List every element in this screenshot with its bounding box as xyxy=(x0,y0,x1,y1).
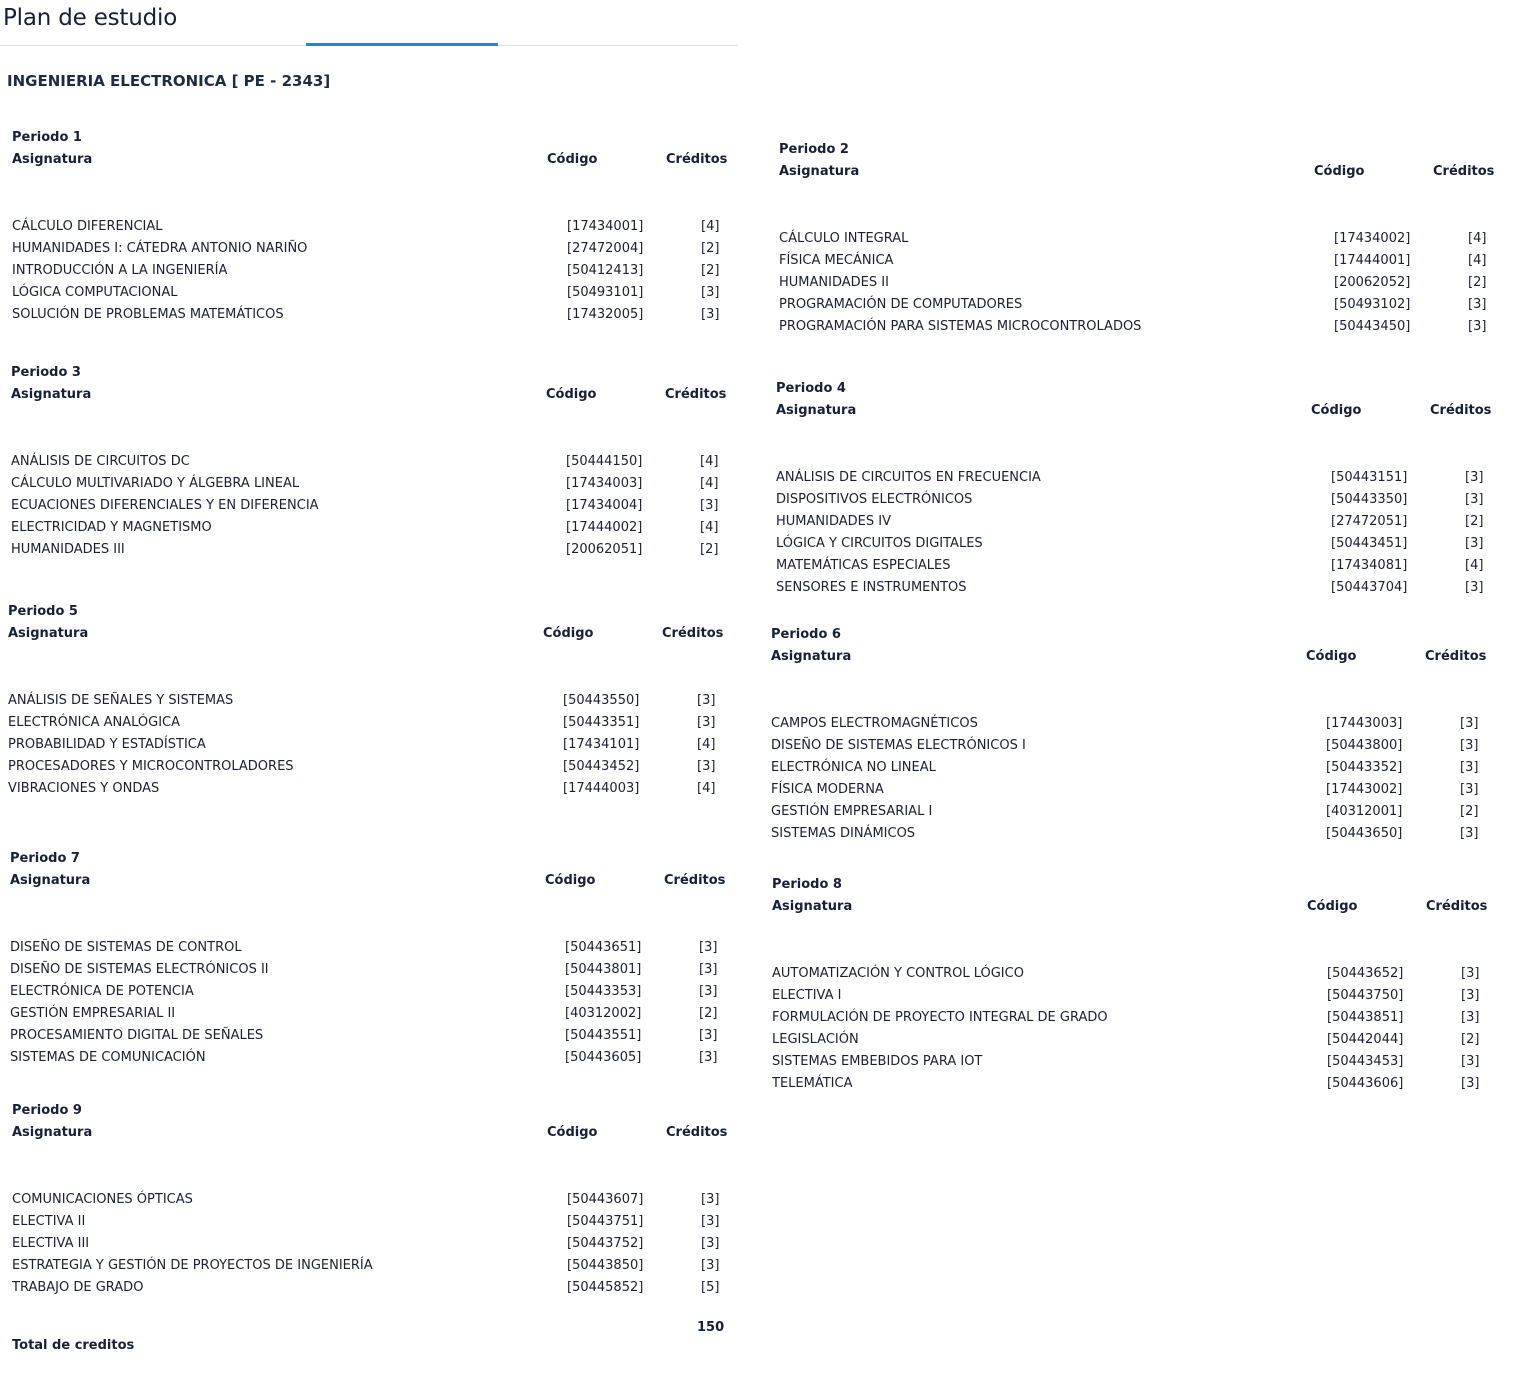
period-title: Periodo 4 xyxy=(776,381,846,396)
course-credits: [3] xyxy=(1465,580,1484,595)
course-name: LÓGICA Y CIRCUITOS DIGITALES xyxy=(776,536,983,551)
course-code: [50443704] xyxy=(1331,580,1408,595)
course-code: [50443151] xyxy=(1331,470,1408,485)
course-code: [17434002] xyxy=(1334,231,1411,246)
course-name: SISTEMAS DINÁMICOS xyxy=(771,826,916,841)
course-code: [17444001] xyxy=(1334,253,1411,268)
course-name: ELECTIVA II xyxy=(12,1214,86,1229)
column-header-credits: Créditos xyxy=(664,873,726,888)
course-code: [50443750] xyxy=(1327,988,1404,1003)
course-name: ELECTRICIDAD Y MAGNETISMO xyxy=(11,520,212,535)
course-name: ANÁLISIS DE SEÑALES Y SISTEMAS xyxy=(8,693,234,708)
course-name: COMUNICACIONES ÓPTICAS xyxy=(12,1192,193,1207)
course-credits: [4] xyxy=(1465,558,1484,573)
course-name: SISTEMAS DE COMUNICACIÓN xyxy=(10,1050,206,1065)
course-code: [50443606] xyxy=(1327,1076,1404,1091)
course-name: TELEMÁTICA xyxy=(772,1076,853,1091)
course-credits: [3] xyxy=(699,1028,718,1043)
course-code: [17444002] xyxy=(566,520,643,535)
course-name: GESTIÓN EMPRESARIAL I xyxy=(771,804,933,819)
course-credits: [3] xyxy=(700,498,719,513)
course-code: [40312001] xyxy=(1326,804,1403,819)
course-code: [50443751] xyxy=(567,1214,644,1229)
column-header-subject: Asignatura xyxy=(8,626,89,641)
column-header-credits: Créditos xyxy=(1430,403,1492,418)
course-credits: [4] xyxy=(701,219,720,234)
course-credits: [3] xyxy=(701,1214,720,1229)
course-code: [50443452] xyxy=(563,759,640,774)
course-credits: [4] xyxy=(700,454,719,469)
course-credits: [2] xyxy=(700,542,719,557)
course-code: [50444150] xyxy=(566,454,643,469)
course-name: SENSORES E INSTRUMENTOS xyxy=(776,580,967,595)
course-code: [50443851] xyxy=(1327,1010,1404,1025)
course-code: [50443752] xyxy=(567,1236,644,1251)
course-credits: [3] xyxy=(699,940,718,955)
course-credits: [3] xyxy=(1460,716,1479,731)
course-credits: [3] xyxy=(697,715,716,730)
course-name: ELECTRÓNICA ANALÓGICA xyxy=(8,715,181,730)
course-code: [50443350] xyxy=(1331,492,1408,507)
column-header-code: Código xyxy=(546,387,597,402)
total-credits-value: 150 xyxy=(697,1320,725,1335)
column-header-subject: Asignatura xyxy=(776,403,857,418)
course-credits: [2] xyxy=(1468,275,1487,290)
course-credits: [3] xyxy=(1460,782,1479,797)
column-header-code: Código xyxy=(547,1125,598,1140)
course-name: HUMANIDADES IV xyxy=(776,514,891,529)
course-name: FÍSICA MODERNA xyxy=(771,782,884,797)
course-code: [17443002] xyxy=(1326,782,1403,797)
active-tab-indicator xyxy=(306,43,498,46)
course-code: [50443451] xyxy=(1331,536,1408,551)
column-header-subject: Asignatura xyxy=(12,152,93,167)
course-name: DISEÑO DE SISTEMAS ELECTRÓNICOS I xyxy=(771,738,1026,753)
period-title: Periodo 5 xyxy=(8,604,78,619)
course-credits: [3] xyxy=(1461,966,1480,981)
course-name: CÁLCULO MULTIVARIADO Y ÁLGEBRA LINEAL xyxy=(11,476,300,491)
course-credits: [3] xyxy=(1460,760,1479,775)
program-title: INGENIERIA ELECTRONICA [ PE - 2343] xyxy=(7,72,331,90)
course-code: [50443652] xyxy=(1327,966,1404,981)
course-credits: [3] xyxy=(1465,470,1484,485)
period-title: Periodo 6 xyxy=(771,627,841,642)
course-credits: [4] xyxy=(1468,253,1487,268)
course-credits: [3] xyxy=(699,984,718,999)
course-code: [27472004] xyxy=(567,241,644,256)
period-title: Periodo 9 xyxy=(12,1103,82,1118)
course-code: [50443453] xyxy=(1327,1054,1404,1069)
course-code: [17443003] xyxy=(1326,716,1403,731)
course-credits: [3] xyxy=(1468,297,1487,312)
course-name: ECUACIONES DIFERENCIALES Y EN DIFERENCIA xyxy=(11,498,319,513)
course-credits: [3] xyxy=(1460,738,1479,753)
course-code: [50443800] xyxy=(1326,738,1403,753)
course-code: [17434001] xyxy=(567,219,644,234)
column-header-credits: Créditos xyxy=(1425,649,1487,664)
course-credits: [3] xyxy=(1465,492,1484,507)
course-name: INTRODUCCIÓN A LA INGENIERÍA xyxy=(12,263,228,278)
course-name: PROCESADORES Y MICROCONTROLADORES xyxy=(8,759,294,774)
period-title: Periodo 3 xyxy=(11,365,81,380)
course-name: CÁLCULO DIFERENCIAL xyxy=(12,219,163,234)
course-credits: [4] xyxy=(697,737,716,752)
column-header-credits: Créditos xyxy=(665,387,727,402)
course-code: [50442044] xyxy=(1327,1032,1404,1047)
course-name: PROCESAMIENTO DIGITAL DE SEÑALES xyxy=(10,1028,264,1043)
column-header-code: Código xyxy=(1306,649,1357,664)
course-name: FÍSICA MECÁNICA xyxy=(779,253,894,268)
course-name: CAMPOS ELECTROMAGNÉTICOS xyxy=(771,716,978,731)
course-name: ANÁLISIS DE CIRCUITOS DC xyxy=(11,454,190,469)
course-name: ELECTIVA I xyxy=(772,988,842,1003)
course-name: ANÁLISIS DE CIRCUITOS EN FRECUENCIA xyxy=(776,470,1041,485)
column-header-subject: Asignatura xyxy=(12,1125,93,1140)
course-name: PROBABILIDAD Y ESTADÍSTICA xyxy=(8,737,206,752)
course-name: DISEÑO DE SISTEMAS DE CONTROL xyxy=(10,940,242,955)
course-code: [50443650] xyxy=(1326,826,1403,841)
course-credits: [2] xyxy=(701,241,720,256)
course-code: [50443450] xyxy=(1334,319,1411,334)
course-credits: [2] xyxy=(1460,804,1479,819)
course-code: [17434004] xyxy=(566,498,643,513)
column-header-code: Código xyxy=(543,626,594,641)
column-header-credits: Créditos xyxy=(666,1125,728,1140)
column-header-credits: Créditos xyxy=(1433,164,1495,179)
course-credits: [3] xyxy=(1468,319,1487,334)
course-credits: [3] xyxy=(1461,1054,1480,1069)
course-credits: [3] xyxy=(701,1192,720,1207)
course-name: PROGRAMACIÓN PARA SISTEMAS MICROCONTROLADOS xyxy=(779,319,1142,334)
course-credits: [2] xyxy=(699,1006,718,1021)
course-code: [17434101] xyxy=(563,737,640,752)
course-name: ELECTIVA III xyxy=(12,1236,90,1251)
course-name: HUMANIDADES I: CÁTEDRA ANTONIO NARIÑO xyxy=(12,241,308,256)
column-header-code: Código xyxy=(1314,164,1365,179)
course-code: [27472051] xyxy=(1331,514,1408,529)
course-code: [17434003] xyxy=(566,476,643,491)
course-name: HUMANIDADES II xyxy=(779,275,889,290)
course-credits: [3] xyxy=(697,759,716,774)
course-name: ELECTRÓNICA NO LINEAL xyxy=(771,760,936,775)
column-header-code: Código xyxy=(547,152,598,167)
column-header-code: Código xyxy=(1307,899,1358,914)
column-header-credits: Créditos xyxy=(1426,899,1488,914)
course-name: SOLUCIÓN DE PROBLEMAS MATEMÁTICOS xyxy=(12,307,284,322)
course-code: [50443651] xyxy=(565,940,642,955)
course-name: TRABAJO DE GRADO xyxy=(12,1280,144,1295)
course-credits: [3] xyxy=(699,962,718,977)
course-name: AUTOMATIZACIÓN Y CONTROL LÓGICO xyxy=(772,966,1024,981)
course-credits: [5] xyxy=(701,1280,720,1295)
course-name: SISTEMAS EMBEBIDOS PARA IOT xyxy=(772,1054,983,1069)
course-credits: [2] xyxy=(1461,1032,1480,1047)
course-credits: [2] xyxy=(701,263,720,278)
course-code: [20062051] xyxy=(566,542,643,557)
course-credits: [3] xyxy=(701,1236,720,1251)
course-name: HUMANIDADES III xyxy=(11,542,125,557)
course-code: [50443351] xyxy=(563,715,640,730)
course-code: [50443605] xyxy=(565,1050,642,1065)
course-credits: [2] xyxy=(1465,514,1484,529)
course-name: MATEMÁTICAS ESPECIALES xyxy=(776,558,951,573)
course-name: ESTRATEGIA Y GESTIÓN DE PROYECTOS DE INGENIERÍA xyxy=(12,1258,373,1273)
period-title: Periodo 2 xyxy=(779,142,849,157)
course-name: DISEÑO DE SISTEMAS ELECTRÓNICOS II xyxy=(10,962,269,977)
course-code: [20062052] xyxy=(1334,275,1411,290)
course-credits: [4] xyxy=(700,520,719,535)
column-header-code: Código xyxy=(1311,403,1362,418)
course-name: CÁLCULO INTEGRAL xyxy=(779,231,909,246)
page-title: Plan de estudio xyxy=(3,5,178,31)
course-code: [50412413] xyxy=(567,263,644,278)
column-header-subject: Asignatura xyxy=(771,649,852,664)
course-code: [50443551] xyxy=(565,1028,642,1043)
column-header-credits: Créditos xyxy=(662,626,724,641)
course-code: [50493101] xyxy=(567,285,644,300)
column-header-credits: Créditos xyxy=(666,152,728,167)
course-credits: [3] xyxy=(1461,988,1480,1003)
column-header-subject: Asignatura xyxy=(772,899,853,914)
course-code: [17432005] xyxy=(567,307,644,322)
course-code: [50493102] xyxy=(1334,297,1411,312)
course-name: GESTIÓN EMPRESARIAL II xyxy=(10,1006,176,1021)
column-header-code: Código xyxy=(545,873,596,888)
course-code: [50443801] xyxy=(565,962,642,977)
course-credits: [4] xyxy=(1468,231,1487,246)
period-title: Periodo 8 xyxy=(772,877,842,892)
course-code: [50443550] xyxy=(563,693,640,708)
course-credits: [3] xyxy=(701,285,720,300)
course-credits: [3] xyxy=(1461,1076,1480,1091)
course-name: LEGISLACIÓN xyxy=(772,1032,859,1047)
course-credits: [3] xyxy=(701,1258,720,1273)
course-code: [17444003] xyxy=(563,781,640,796)
course-code: [17434081] xyxy=(1331,558,1408,573)
period-title: Periodo 7 xyxy=(10,851,80,866)
course-code: [50443352] xyxy=(1326,760,1403,775)
course-name: ELECTRÓNICA DE POTENCIA xyxy=(10,984,194,999)
course-code: [50443607] xyxy=(567,1192,644,1207)
course-name: VIBRACIONES Y ONDAS xyxy=(8,781,160,796)
course-credits: [3] xyxy=(1461,1010,1480,1025)
course-name: DISPOSITIVOS ELECTRÓNICOS xyxy=(776,492,973,507)
course-code: [50445852] xyxy=(567,1280,644,1295)
course-code: [50443353] xyxy=(565,984,642,999)
course-name: FORMULACIÓN DE PROYECTO INTEGRAL DE GRADO xyxy=(772,1010,1108,1025)
column-header-subject: Asignatura xyxy=(779,164,860,179)
course-credits: [3] xyxy=(699,1050,718,1065)
course-code: [50443850] xyxy=(567,1258,644,1273)
course-credits: [3] xyxy=(1465,536,1484,551)
course-credits: [3] xyxy=(697,693,716,708)
course-credits: [3] xyxy=(701,307,720,322)
total-credits-label: Total de creditos xyxy=(12,1338,135,1353)
course-credits: [4] xyxy=(700,476,719,491)
course-credits: [4] xyxy=(697,781,716,796)
column-header-subject: Asignatura xyxy=(11,387,92,402)
course-code: [40312002] xyxy=(565,1006,642,1021)
period-title: Periodo 1 xyxy=(12,130,82,145)
course-name: LÓGICA COMPUTACIONAL xyxy=(12,285,178,300)
column-header-subject: Asignatura xyxy=(10,873,91,888)
course-name: PROGRAMACIÓN DE COMPUTADORES xyxy=(779,297,1023,312)
course-credits: [3] xyxy=(1460,826,1479,841)
